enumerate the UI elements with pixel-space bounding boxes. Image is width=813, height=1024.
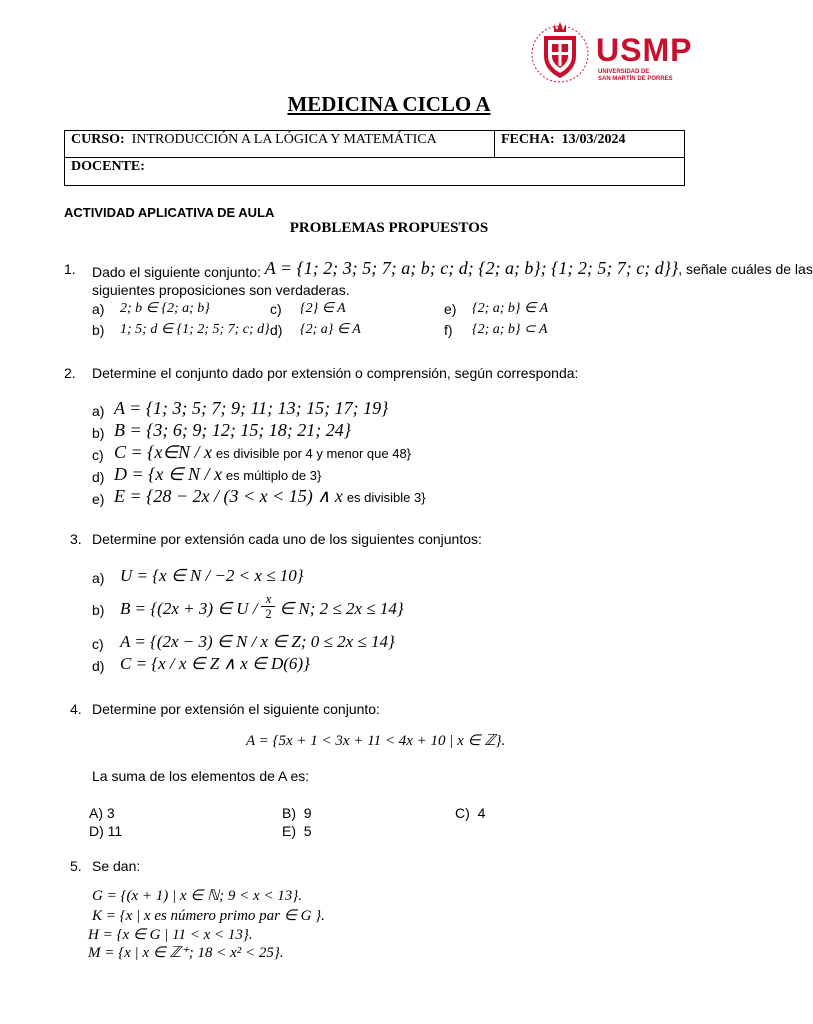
p3-item-b-fraction: $\frac{x}{2}$ — [261, 592, 275, 621]
p3-item-a: U = {x ∈ N / −2 < x ≤ 10} — [120, 566, 304, 585]
usmp-brand: USMP — [596, 32, 693, 68]
p2-item-a-label: a) — [92, 403, 105, 419]
usmp-subtitle: UNIVERSIDAD DE SAN MARTÍN DE PORRES — [598, 69, 673, 82]
p1-option-c: {2} ∈ A — [300, 301, 346, 316]
p5-set-g: G = {(x + 1) | x ∈ ℕ; 9 < x < 13}. — [92, 888, 302, 904]
course-cell: CURSO: INTRODUCCIÓN A LA LÓGICA Y MATEMÁTICA — [65, 131, 495, 158]
teacher-cell: DOCENTE: — [71, 159, 145, 174]
p4-answer-d: D) 11 — [89, 823, 123, 839]
p4-number: 4. — [70, 701, 82, 717]
p4-answer-a: A) 3 — [89, 805, 115, 821]
p1-number: 1. — [64, 261, 76, 277]
p2-item-d: D = {x ∈ N / x es múltiplo de 3} — [114, 464, 322, 484]
p3-item-c-label: c) — [92, 636, 104, 652]
p1-option-d: {2; a} ∈ A — [300, 322, 361, 337]
p5-statement: Se dan: — [92, 858, 141, 874]
p5-set-k: K = {x | x es número primo par ∈ G }. — [92, 908, 325, 924]
p1-option-d-label: d) — [270, 322, 283, 338]
p3-number: 3. — [70, 531, 82, 547]
p1-option-a-label: a) — [92, 301, 105, 317]
section-title: PROBLEMAS PROPUESTOS — [289, 220, 489, 236]
activity-title: ACTIVIDAD APLICATIVA DE AULA — [64, 205, 275, 220]
p5-set-m: M = {x | x ∈ ℤ⁺; 18 < x² < 25}. — [88, 945, 284, 961]
p2-item-a: A = {1; 3; 5; 7; 9; 11; 13; 15; 17; 19} — [114, 398, 389, 418]
p4-answer-c: C) 4 — [455, 805, 486, 821]
p1-option-f-label: f) — [444, 322, 453, 338]
p1-option-f: {2; a; b} ⊂ A — [472, 322, 548, 337]
p4-question: La suma de los elementos de A es: — [92, 768, 310, 784]
p3-item-a-label: a) — [92, 570, 105, 586]
course-info-table — [64, 130, 685, 186]
p1-option-a: 2; b ∈ {2; a; b} — [120, 301, 210, 316]
p5-set-h: H = {x ∈ G | 11 < x < 13}. — [88, 927, 253, 943]
p2-item-e-label: e) — [92, 491, 105, 507]
p2-item-c: C = {x∈N / x es divisible por 4 y menor que 48} — [114, 442, 412, 462]
p1-line2: siguientes proposiciones son verdaderas. — [92, 282, 350, 298]
p1-statement: Dado el siguiente conjunto: A = {1; 2; 3; 5; 7; a; b; c; d; {2; a; b}; {1; 2; 5; 7; c; d}}, señale cuáles de las — [92, 258, 813, 280]
p1-option-b: 1; 5; d ∈ {1; 2; 5; 7; c; d} — [120, 322, 270, 337]
p4-answer-e: E) 5 — [282, 823, 312, 839]
p2-statement: Determine el conjunto dado por extensión o comprensión, según corresponda: — [92, 365, 579, 381]
p4-statement: Determine por extensión el siguiente conjunto: — [92, 701, 380, 717]
p1-option-e-label: e) — [444, 301, 457, 317]
page-title: MEDICINA CICLO A — [287, 92, 491, 116]
p2-item-c-label: c) — [92, 447, 104, 463]
p3-statement: Determine por extensión cada uno de los siguientes conjuntos: — [92, 531, 482, 547]
p1-option-b-label: b) — [92, 322, 105, 338]
p3-item-c: A = {(2x − 3) ∈ N / x ∈ Z; 0 ≤ 2x ≤ 14} — [120, 632, 395, 651]
p2-item-b: B = {3; 6; 9; 12; 15; 18; 21; 24} — [114, 420, 351, 440]
p1-option-c-label: c) — [270, 301, 282, 317]
p4-formula: A = {5x + 1 < 3x + 11 < 4x + 10 | x ∈ ℤ}. — [246, 733, 506, 749]
date-cell: FECHA: 13/03/2024 — [495, 131, 684, 158]
p3-item-b: B = {(2x + 3) ∈ U / $\frac{x}{2}$ ∈ N; 2 ≤ 2x ≤ 14} — [120, 591, 404, 621]
p4-answer-b: B) 9 — [282, 805, 312, 821]
p1-option-e: {2; a; b} ∈ A — [472, 301, 549, 316]
p3-item-d-label: d) — [92, 658, 105, 674]
p3-item-b-label: b) — [92, 602, 105, 618]
p5-number: 5. — [70, 858, 82, 874]
p2-item-d-label: d) — [92, 469, 105, 485]
p3-item-d: C = {x / x ∈ Z ∧ x ∈ D(6)} — [120, 654, 310, 673]
p2-item-b-label: b) — [92, 425, 105, 441]
p2-number: 2. — [64, 365, 76, 381]
p2-item-e: E = {28 − 2x / (3 < x < 15) ∧ x es divisible 3} — [114, 486, 426, 506]
usmp-logo — [530, 18, 710, 88]
